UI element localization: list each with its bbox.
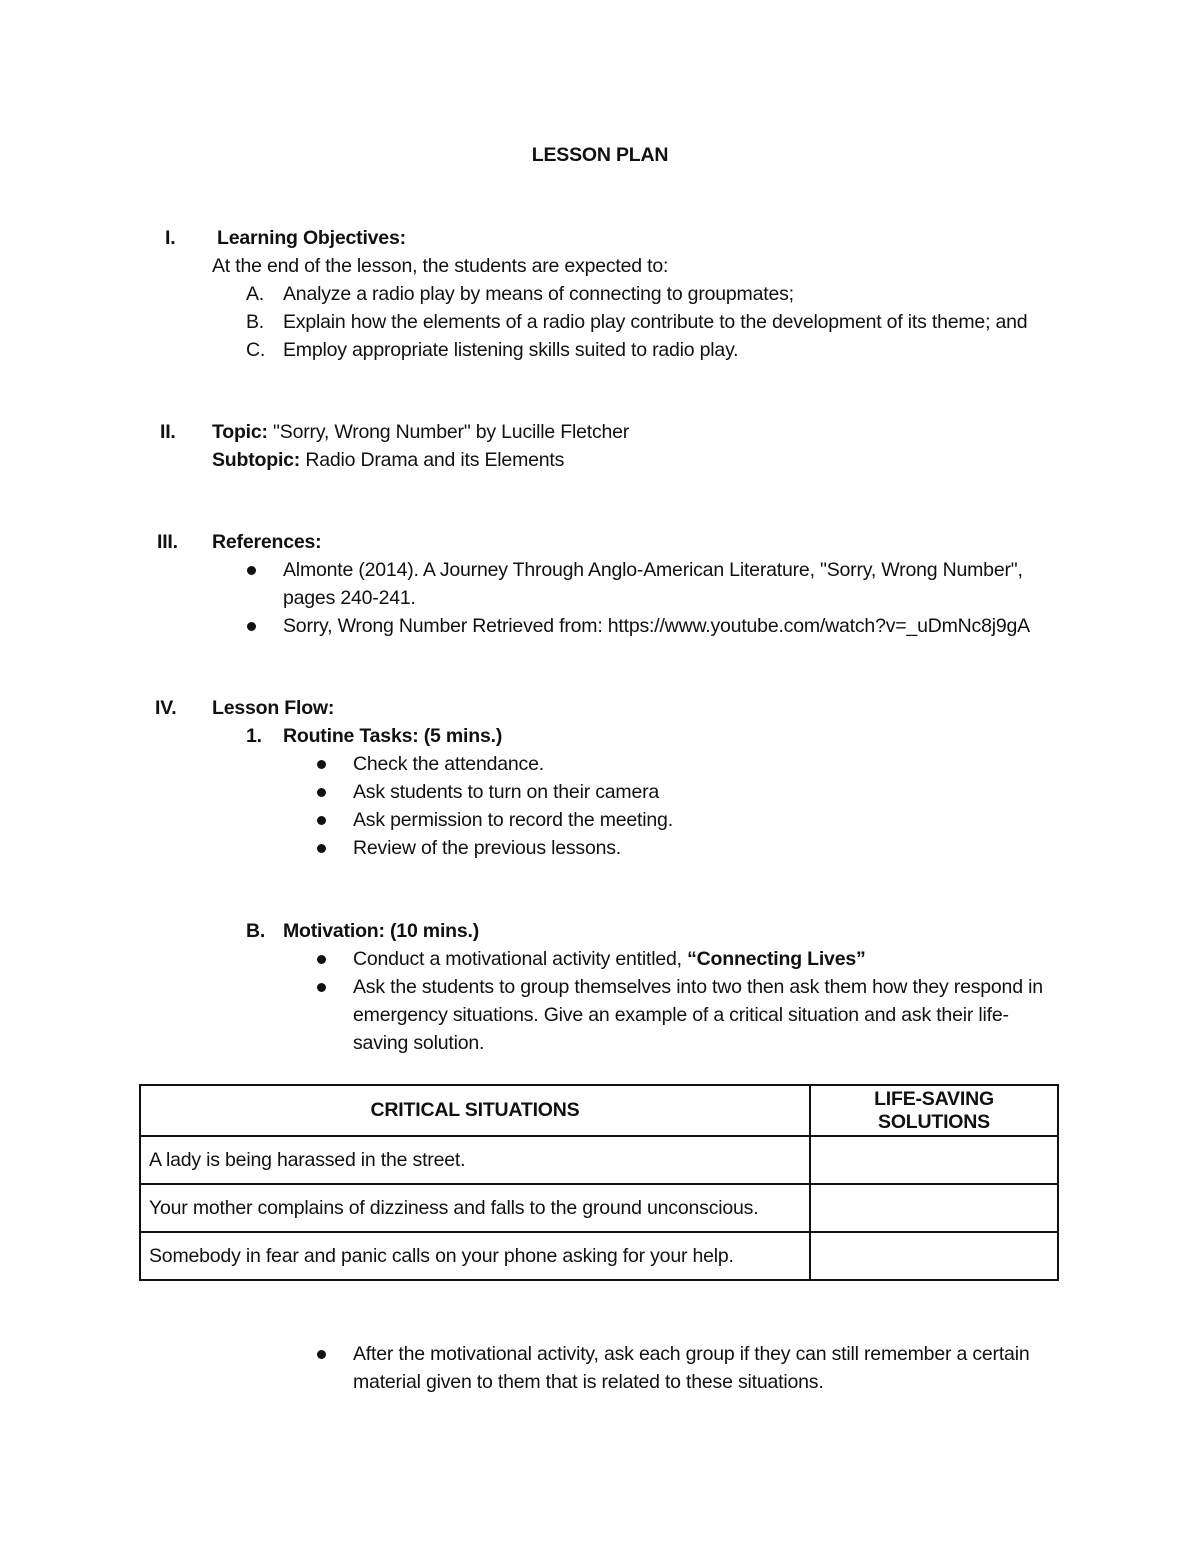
bullet-icon xyxy=(317,816,326,825)
routine-item: Ask students to turn on their camera xyxy=(353,781,660,803)
motivation-item-continued: saving solution. xyxy=(353,1032,485,1054)
table-cell xyxy=(810,1184,1058,1232)
bullet-icon xyxy=(317,955,326,964)
objective-item: Analyze a radio play by means of connecting to groupmates; xyxy=(283,283,794,305)
objective-marker: A. xyxy=(246,283,265,305)
table-header-row xyxy=(140,1085,1058,1136)
objective-item: Explain how the elements of a radio play contribute to the development of its theme; and xyxy=(283,311,1028,333)
section-heading: References: xyxy=(212,531,322,553)
step-heading: Routine Tasks: (5 mins.) xyxy=(283,725,503,747)
bullet-icon xyxy=(247,622,256,631)
topic-label: Topic: xyxy=(212,421,268,443)
step-heading: Motivation: (10 mins.) xyxy=(283,920,480,942)
reference-item-continued: pages 240-241. xyxy=(283,587,416,609)
bullet-icon xyxy=(317,983,326,992)
bullet-icon xyxy=(317,1350,326,1359)
after-activity-item-continued: material given to them that is related to these situations. xyxy=(353,1371,824,1393)
page-title: LESSON PLAN xyxy=(531,144,669,166)
topic-text: "Sorry, Wrong Number" by Lucille Fletcher xyxy=(267,421,630,443)
table-row xyxy=(140,1184,1058,1232)
table-row xyxy=(140,1232,1058,1280)
activity-title: “Connecting Lives” xyxy=(687,948,866,970)
bullet-icon xyxy=(317,844,326,853)
table-cell xyxy=(810,1232,1058,1280)
motivation-item-text: Conduct a motivational activity entitled, xyxy=(353,948,688,970)
routine-item: Review of the previous lessons. xyxy=(353,837,622,859)
table-header-critical: CRITICAL SITUATIONS xyxy=(140,1085,810,1136)
motivation-item xyxy=(353,945,866,973)
table-cell: Somebody in fear and panic calls on your phone asking for your help. xyxy=(140,1232,810,1280)
section-numeral: III. xyxy=(157,531,178,553)
section-heading: Learning Objectives: xyxy=(217,227,406,249)
topic-line xyxy=(212,418,629,446)
situations-table xyxy=(139,1084,1059,1281)
table-cell: Your mother complains of dizziness and falls to the ground unconscious. xyxy=(140,1184,810,1232)
subtopic-text: Radio Drama and its Elements xyxy=(300,449,565,471)
objectives-intro: At the end of the lesson, the students are expected to: xyxy=(212,255,669,277)
objective-marker: B. xyxy=(246,311,265,333)
routine-item: Ask permission to record the meeting. xyxy=(353,809,673,831)
bullet-icon xyxy=(247,566,256,575)
motivation-item-continued: emergency situations. Give an example of a critical situation and ask their life- xyxy=(353,1004,1009,1026)
table-cell: A lady is being harassed in the street. xyxy=(140,1136,810,1184)
subtopic-line xyxy=(212,446,564,474)
reference-item: Almonte (2014). A Journey Through Anglo-American Literature, "Sorry, Wrong Number", xyxy=(283,559,1023,581)
table-row xyxy=(140,1136,1058,1184)
step-marker: B. xyxy=(246,920,266,942)
objective-marker: C. xyxy=(246,339,266,361)
subtopic-label: Subtopic: xyxy=(212,449,301,471)
objective-item: Employ appropriate listening skills suited to radio play. xyxy=(283,339,739,361)
table-header-solutions: LIFE-SAVING SOLUTIONS xyxy=(810,1085,1058,1136)
routine-item: Check the attendance. xyxy=(353,753,544,775)
section-numeral: I. xyxy=(165,227,176,249)
after-activity-item: After the motivational activity, ask each group if they can still remember a certain xyxy=(353,1343,1030,1365)
motivation-item: Ask the students to group themselves into two then ask them how they respond in xyxy=(353,976,1043,998)
section-numeral: II. xyxy=(160,421,176,443)
table-cell xyxy=(810,1136,1058,1184)
bullet-icon xyxy=(317,788,326,797)
section-numeral: IV. xyxy=(155,697,177,719)
section-heading: Lesson Flow: xyxy=(212,697,335,719)
reference-item: Sorry, Wrong Number Retrieved from: https://www.youtube.com/watch?v=_uDmNc8j9gA xyxy=(283,615,1030,637)
bullet-icon xyxy=(317,760,326,769)
step-marker: 1. xyxy=(246,725,262,747)
